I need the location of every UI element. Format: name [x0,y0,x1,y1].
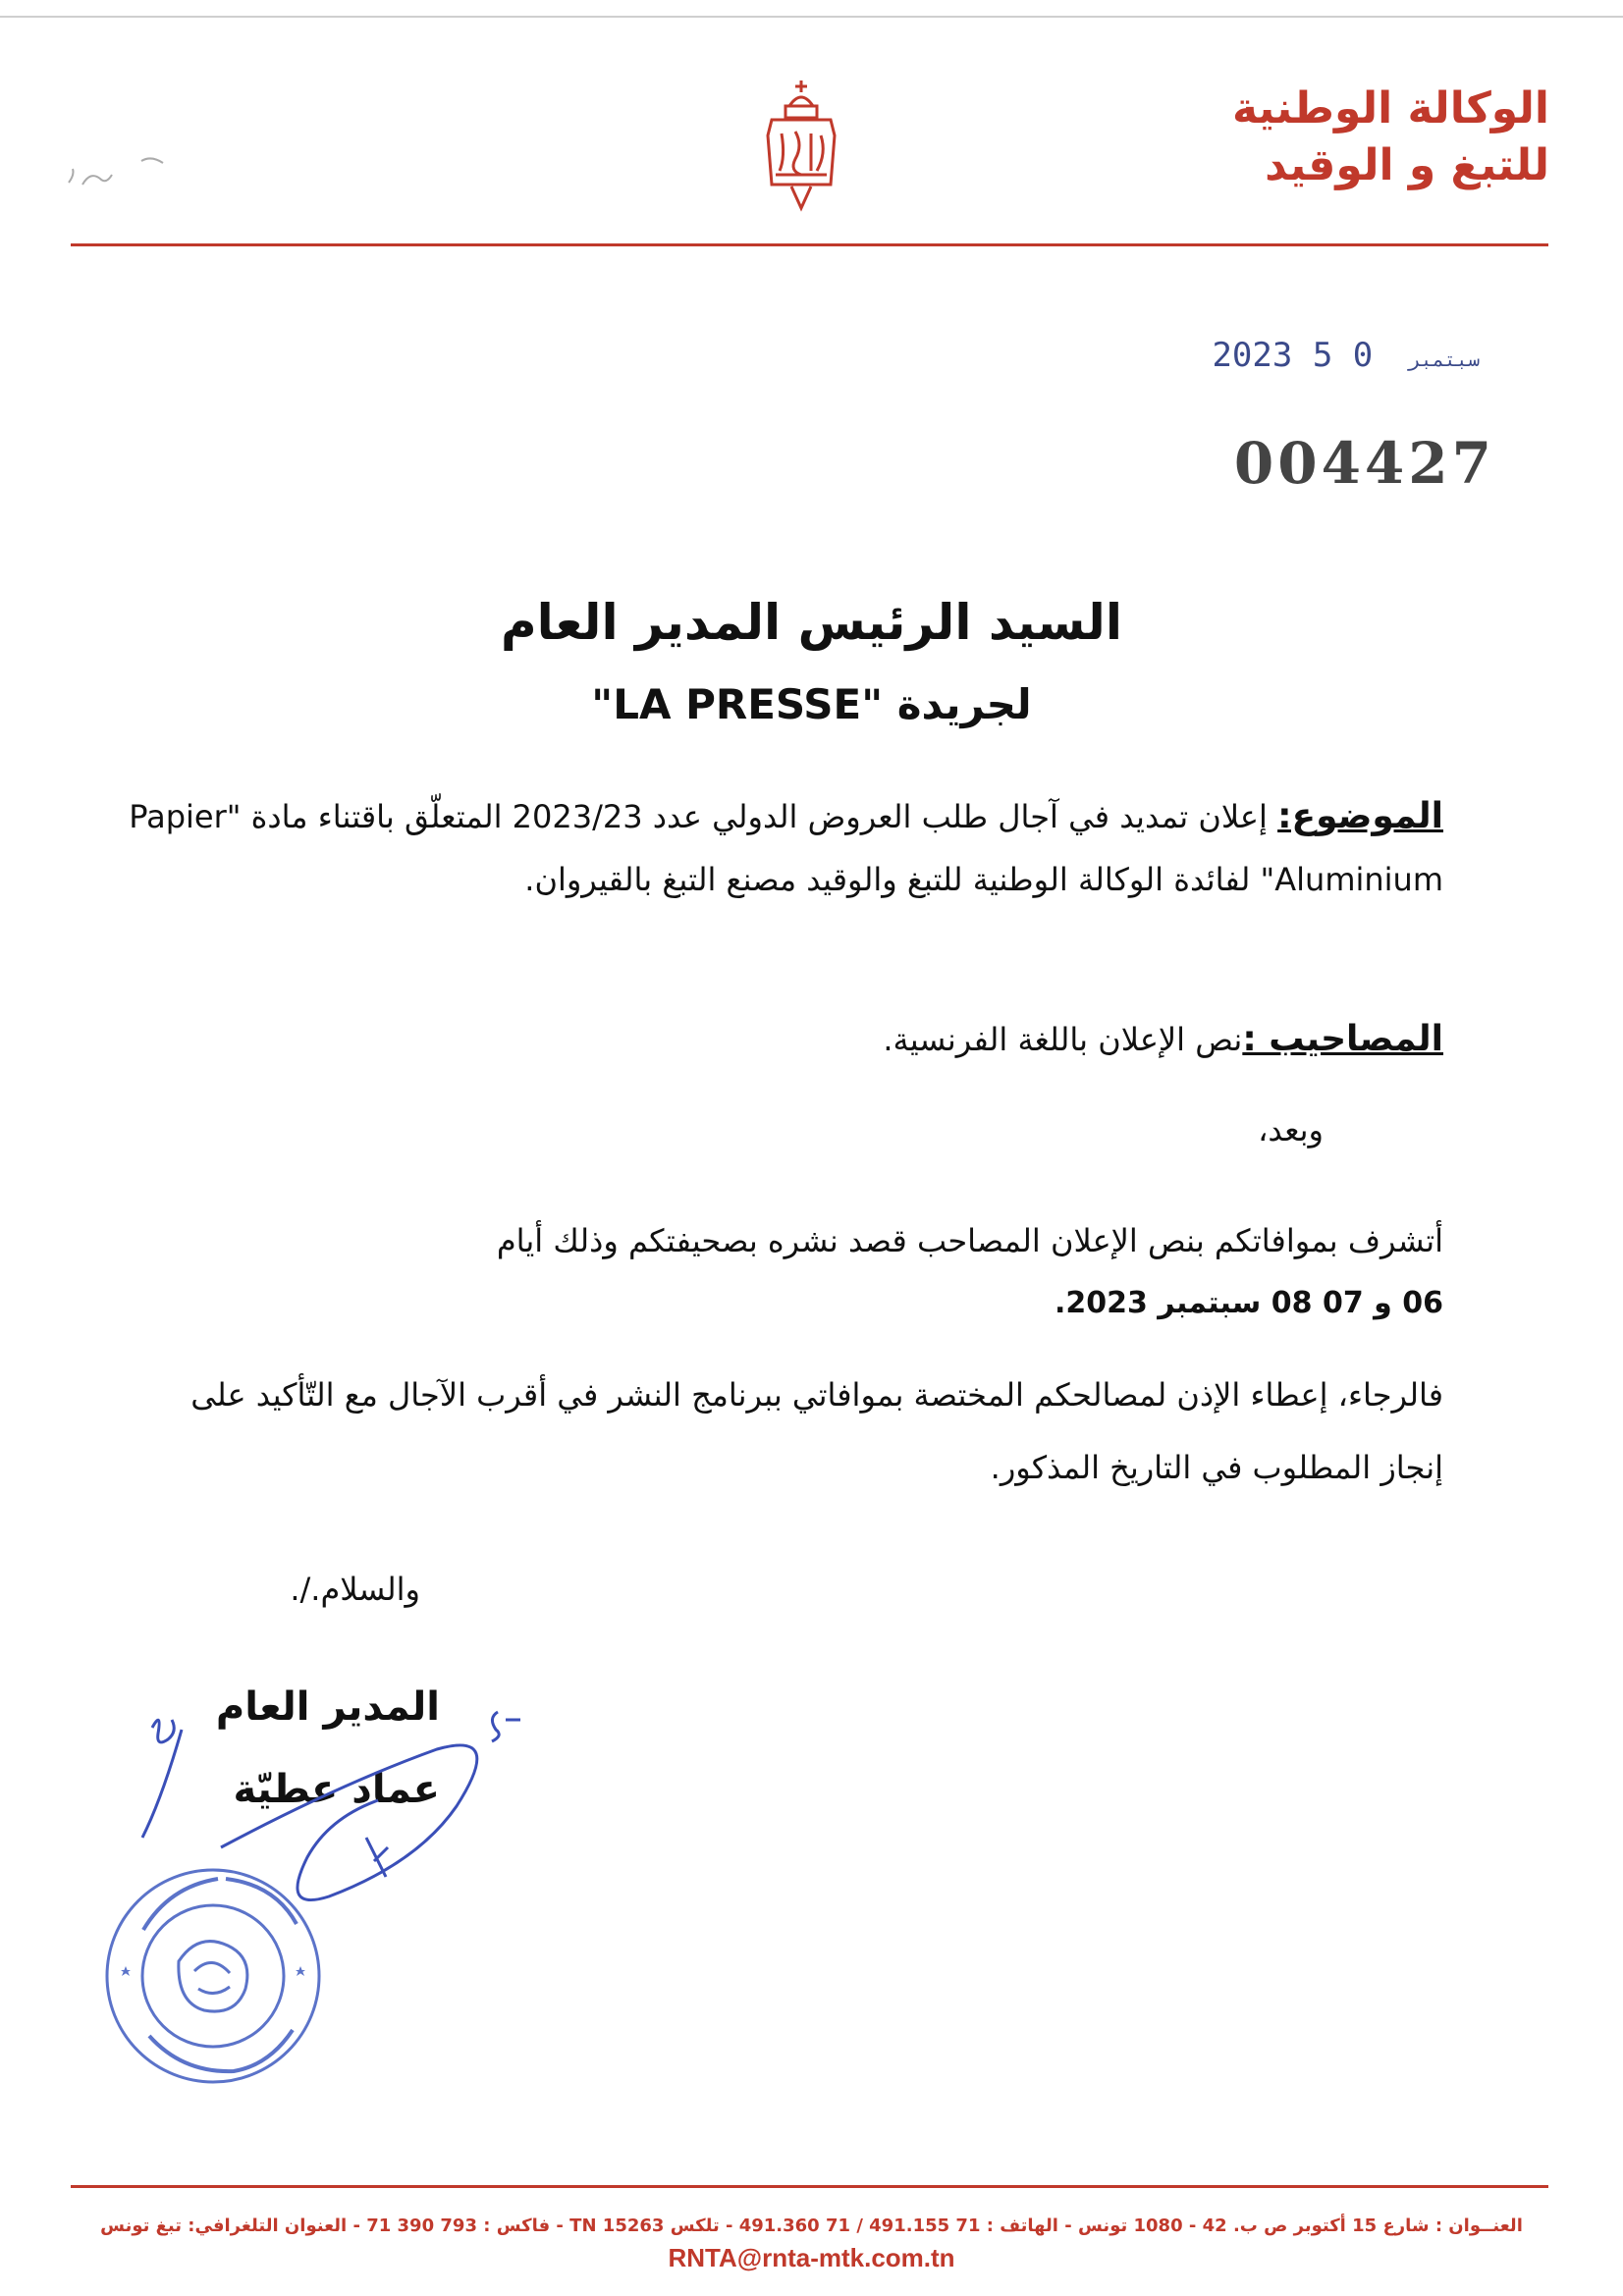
stamp-year: 2023 [1212,336,1293,375]
closing-salutation: والسلام./. [290,1571,420,1608]
attachments-block [167,1019,1443,1059]
attachments-label: المصاحيب : [1242,1019,1443,1059]
date-stamp [1212,336,1495,375]
recipient-newspaper: لجريدة "LA PRESSE" [591,680,1032,728]
body-paragraph-2: فالرجاء، إعطاء الإذن لمصالحكم المختصة بموافاتي ببرنامج النشر في أقرب الآجال مع التّأكيد على إنجاز المطلوب في التاريخ المذكور. [190,1376,1443,1486]
signatory-name: عماد عطيّة [233,1767,440,1812]
handwritten-annotation [61,145,189,194]
stamp-month: سبتمبر [1408,347,1480,371]
greeting: وبعد، [1258,1111,1324,1148]
org-name-line1: الوكالة الوطنية [1231,83,1549,133]
footer-divider [71,2185,1548,2188]
signatory-title: المدير العام [215,1684,440,1730]
agency-logo-icon [756,77,846,214]
footer-address: العنــوان : شارع 15 أكتوبر ص ب. 42 - 1080 تونس - الهاتف : 71 491.155 / 71 491.360 - تلكس 15263 TN - فاكس : 793 390 71 - العنوان التلغرافي: تبغ تونس [100,2216,1523,2236]
header-divider [71,243,1548,246]
attachments-text: نص الإعلان باللغة الفرنسية. [883,1021,1243,1058]
stamp-day: 0 5 [1312,336,1374,375]
subject-text: إعلان تمديد في آجال طلب العروض الدولي عدد 2023/23 المتعلّق باقتناء مادة "Papier Aluminium" لفائدة الوكالة الوطنية للتبغ والوقيد مصنع التبغ بالقيروان. [129,798,1443,898]
reference-number: 004427 [1233,430,1495,497]
recipient-title: السيد الرئيس المدير العام [501,594,1122,651]
body-paragraph-1 [137,1200,1443,1325]
subject-block [108,785,1443,911]
top-border-line [0,16,1623,18]
paragraph-1-text: أتشرف بموافاتكم بنص الإعلان المصاحب قصد نشره بصحيفتكم وذلك أيام [496,1222,1443,1259]
subject-label: الموضوع: [1277,796,1443,836]
footer-email: RNTA@rnta-mtk.com.tn [668,2243,955,2272]
org-name-line2: للتبغ و الوقيد [1265,140,1549,190]
publication-dates: 06 و 07 08 سبتمبر 2023. [1054,1286,1443,1320]
official-seal-icon [100,1863,326,2089]
organization-name [1232,80,1549,194]
